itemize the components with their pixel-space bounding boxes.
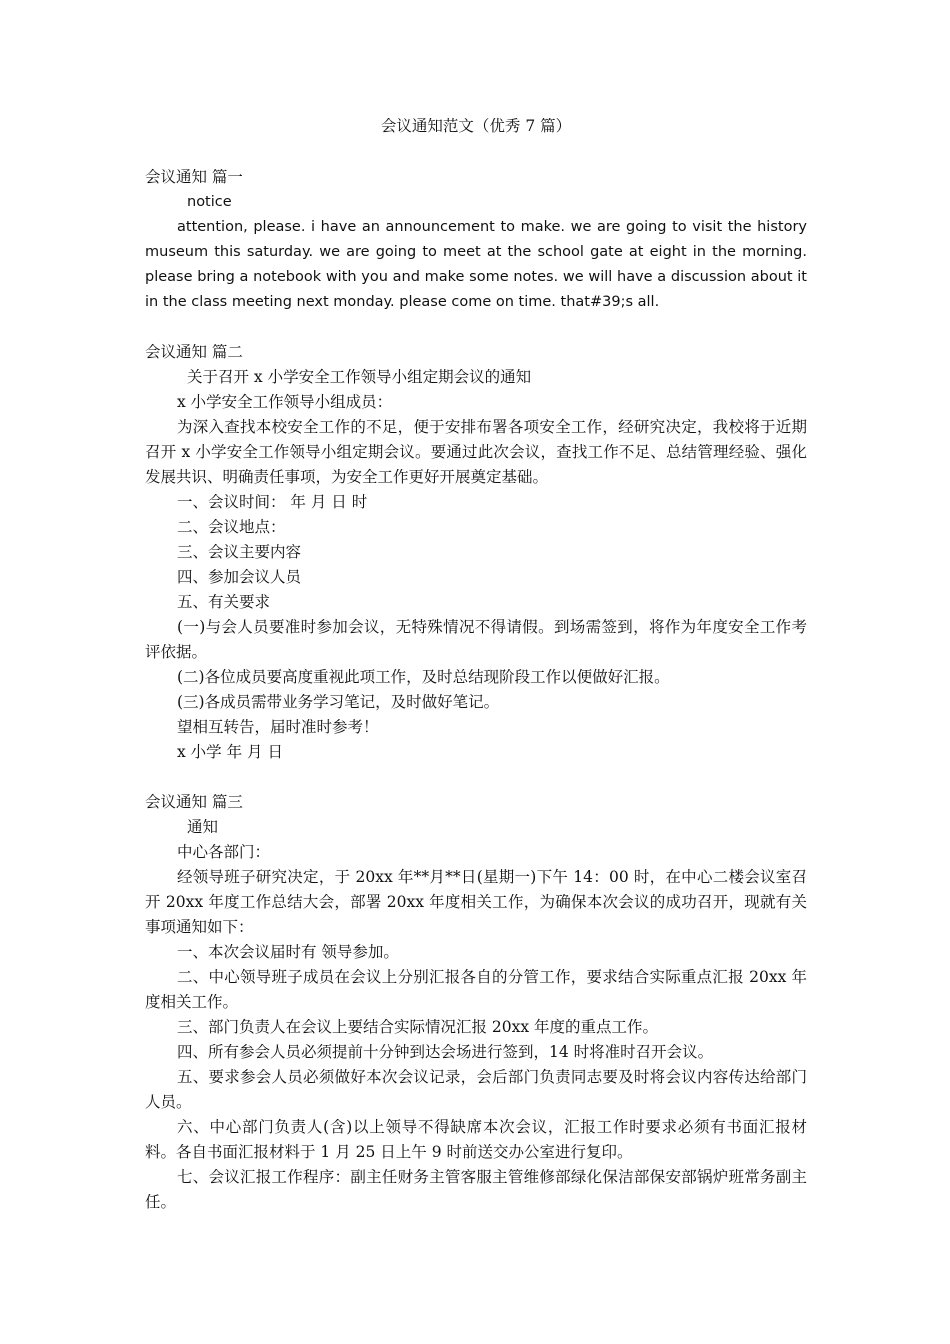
section-3: [145, 790, 807, 1215]
paragraph: 五、要求参会人员必须做好本次会议记录，会后部门负责同志要及时将会议内容传达给部门人员。: [145, 1068, 807, 1111]
paragraph: 六、中心部门负责人(含)以上领导不得缺席本次会议，汇报工作时要求必须有书面汇报材料。各自书面汇报材料于 1 月 25 日上午 9 时前送交办公室进行复印。: [145, 1118, 807, 1161]
paragraph: 二、中心领导班子成员在会议上分别汇报各自的分管工作，要求结合实际重点汇报 20xx 年度相关工作。: [145, 968, 807, 1011]
paragraph: 一、会议时间： 年 月 日 时: [177, 493, 368, 511]
paragraph: 三、会议主要内容: [177, 543, 302, 561]
paragraph: 通知: [187, 818, 219, 836]
document-body: [145, 114, 807, 1215]
paragraph: 五、有关要求: [177, 593, 271, 611]
paragraph: 关于召开 x 小学安全工作领导小组定期会议的通知: [187, 368, 532, 386]
paragraph: x 小学 年 月 日: [177, 743, 283, 761]
paragraph: 三、部门负责人在会议上要结合实际情况汇报 20xx 年度的重点工作。: [177, 1018, 659, 1036]
section-heading: 会议通知 篇二: [145, 343, 243, 361]
section-spacer: [145, 765, 807, 790]
section-spacer: [145, 315, 807, 340]
paragraph: (一)与会人员要准时参加会议，无特殊情况不得请假。到场需签到，将作为年度安全工作考评依据。: [145, 618, 807, 661]
paragraph: 二、会议地点：: [177, 518, 286, 536]
paragraph: attention, please. i have an announcement to make. we are going to visit the history museum this saturday. we are going to meet at the school gate at eight in the morning. please bring a notebook with you and make some notes. we will have a discussion about it in the class meeting next monday. please come on time. that#39;s all.: [145, 219, 807, 310]
paragraph: 为深入查找本校安全工作的不足，便于安排布署各项安全工作，经研究决定，我校将于近期召开 x 小学安全工作领导小组定期会议。要通过此次会议，查找工作不足、总结管理经验、强化发展共识、明确责任事项，为安全工作更好开展奠定基础。: [145, 418, 807, 486]
paragraph: 中心各部门：: [177, 843, 271, 861]
section-2: [145, 340, 807, 765]
document-title: 会议通知范文（优秀 7 篇）: [380, 117, 572, 135]
paragraph: 四、参加会议人员: [177, 568, 302, 586]
paragraph: 望相互转告，届时准时参考！: [177, 718, 379, 736]
section-heading: 会议通知 篇一: [145, 168, 243, 186]
section-heading: 会议通知 篇三: [145, 793, 243, 811]
paragraph: notice: [187, 194, 232, 210]
paragraph: 七、会议汇报工作程序：副主任财务主管客服主管维修部绿化保洁部保安部锅炉班常务副主任。: [145, 1168, 807, 1211]
section-1: [145, 165, 807, 315]
paragraph: (三)各成员需带业务学习笔记，及时做好笔记。: [177, 693, 500, 711]
paragraph: 经领导班子研究决定，于 20xx 年**月**日(星期一)下午 14：00 时，在中心二楼会议室召开 20xx 年度工作总结大会，部署 20xx 年度相关工作，为确保本次会议的成功召开，现就有关事项通知如下：: [145, 868, 807, 936]
paragraph: 四、所有参会人员必须提前十分钟到达会场进行签到，14 时将准时召开会议。: [177, 1043, 714, 1061]
paragraph: 一、本次会议届时有 领导参加。: [177, 943, 399, 961]
paragraph: (二)各位成员要高度重视此项工作，及时总结现阶段工作以便做好汇报。: [177, 668, 670, 686]
paragraph: x 小学安全工作领导小组成员：: [177, 393, 393, 411]
